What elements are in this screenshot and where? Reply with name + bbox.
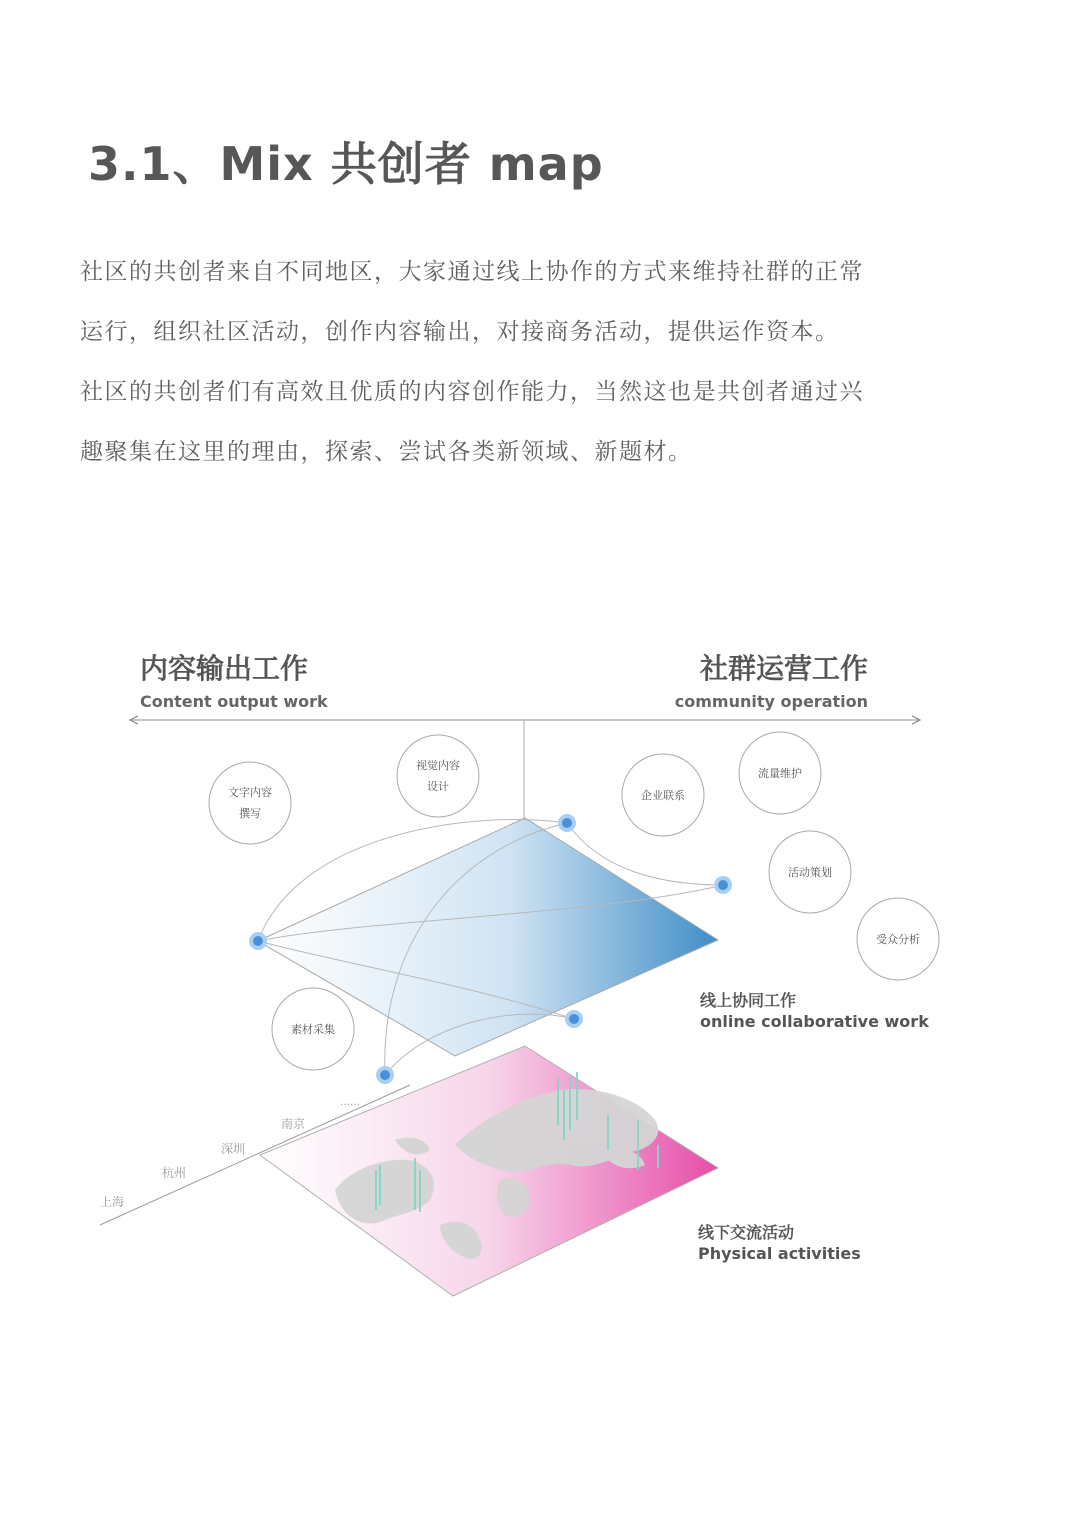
online-plane-title: 线上协同工作 [700,991,797,1010]
task-bubble-audience-analysis [857,898,939,980]
paragraph-line: 趣聚集在这里的理由，探索、尝试各类新领域、新题材。 [80,439,693,465]
node-dot [569,1014,579,1024]
cocreator-map-diagram [0,560,1080,1360]
bubble-label: 素材采集 [291,1023,335,1036]
axis-left-subtitle: Content output work [140,692,328,711]
paragraph-line: 社区的共创者们有高效且优质的内容创作能力，当然这也是共创者通过兴 [80,379,864,405]
bubble-label: 流量维护 [758,767,802,780]
offline-plane [260,1046,718,1296]
node-dot [718,880,728,890]
bubble-label-line: 撰写 [239,807,261,820]
page-title: 3.1、Mix 共创者 map [88,137,604,191]
task-bubble-material-collection [272,988,354,1070]
offline-plane-title: 线下交流活动 [698,1223,795,1242]
intro-paragraph-1 [80,242,960,362]
task-bubble-visual-design [397,735,479,817]
intro-paragraph-2 [80,362,960,482]
axis-right-subtitle: community operation [674,692,868,711]
axis-right-title: 社群运营工作 [699,652,868,685]
bubble-label: 活动策划 [788,866,832,879]
bubble-label: 企业联系 [641,789,685,802]
city-label: 杭州 [162,1166,187,1180]
city-label: 南京 [281,1117,306,1131]
offline-plane-subtitle: Physical activities [698,1244,861,1263]
bubble-label-line: 视觉内容 [416,759,460,772]
task-bubble-event-planning [769,831,851,913]
task-bubble-business-contact [622,754,704,836]
paragraph-line: 运行，组织社区活动，创作内容输出，对接商务活动，提供运作资本。 [80,319,840,345]
bubble-label: 受众分析 [876,933,920,946]
city-label: 上海 [100,1195,125,1209]
node-dot [253,936,263,946]
paragraph-line: 社区的共创者来自不同地区，大家通过线上协作的方式来维持社群的正常 [80,259,864,285]
task-bubble-traffic-maintenance [739,732,821,814]
axis-left-title: 内容输出工作 [140,652,309,685]
task-bubble-text-writing [209,762,291,844]
node-dot [380,1070,390,1080]
online-plane-subtitle: online collaborative work [700,1012,929,1031]
city-label: 深圳 [221,1142,246,1156]
city-label: …… [340,1097,360,1108]
node-dot [562,818,572,828]
bubble-label-line: 文字内容 [228,786,272,799]
bubble-label-line: 设计 [427,780,449,793]
